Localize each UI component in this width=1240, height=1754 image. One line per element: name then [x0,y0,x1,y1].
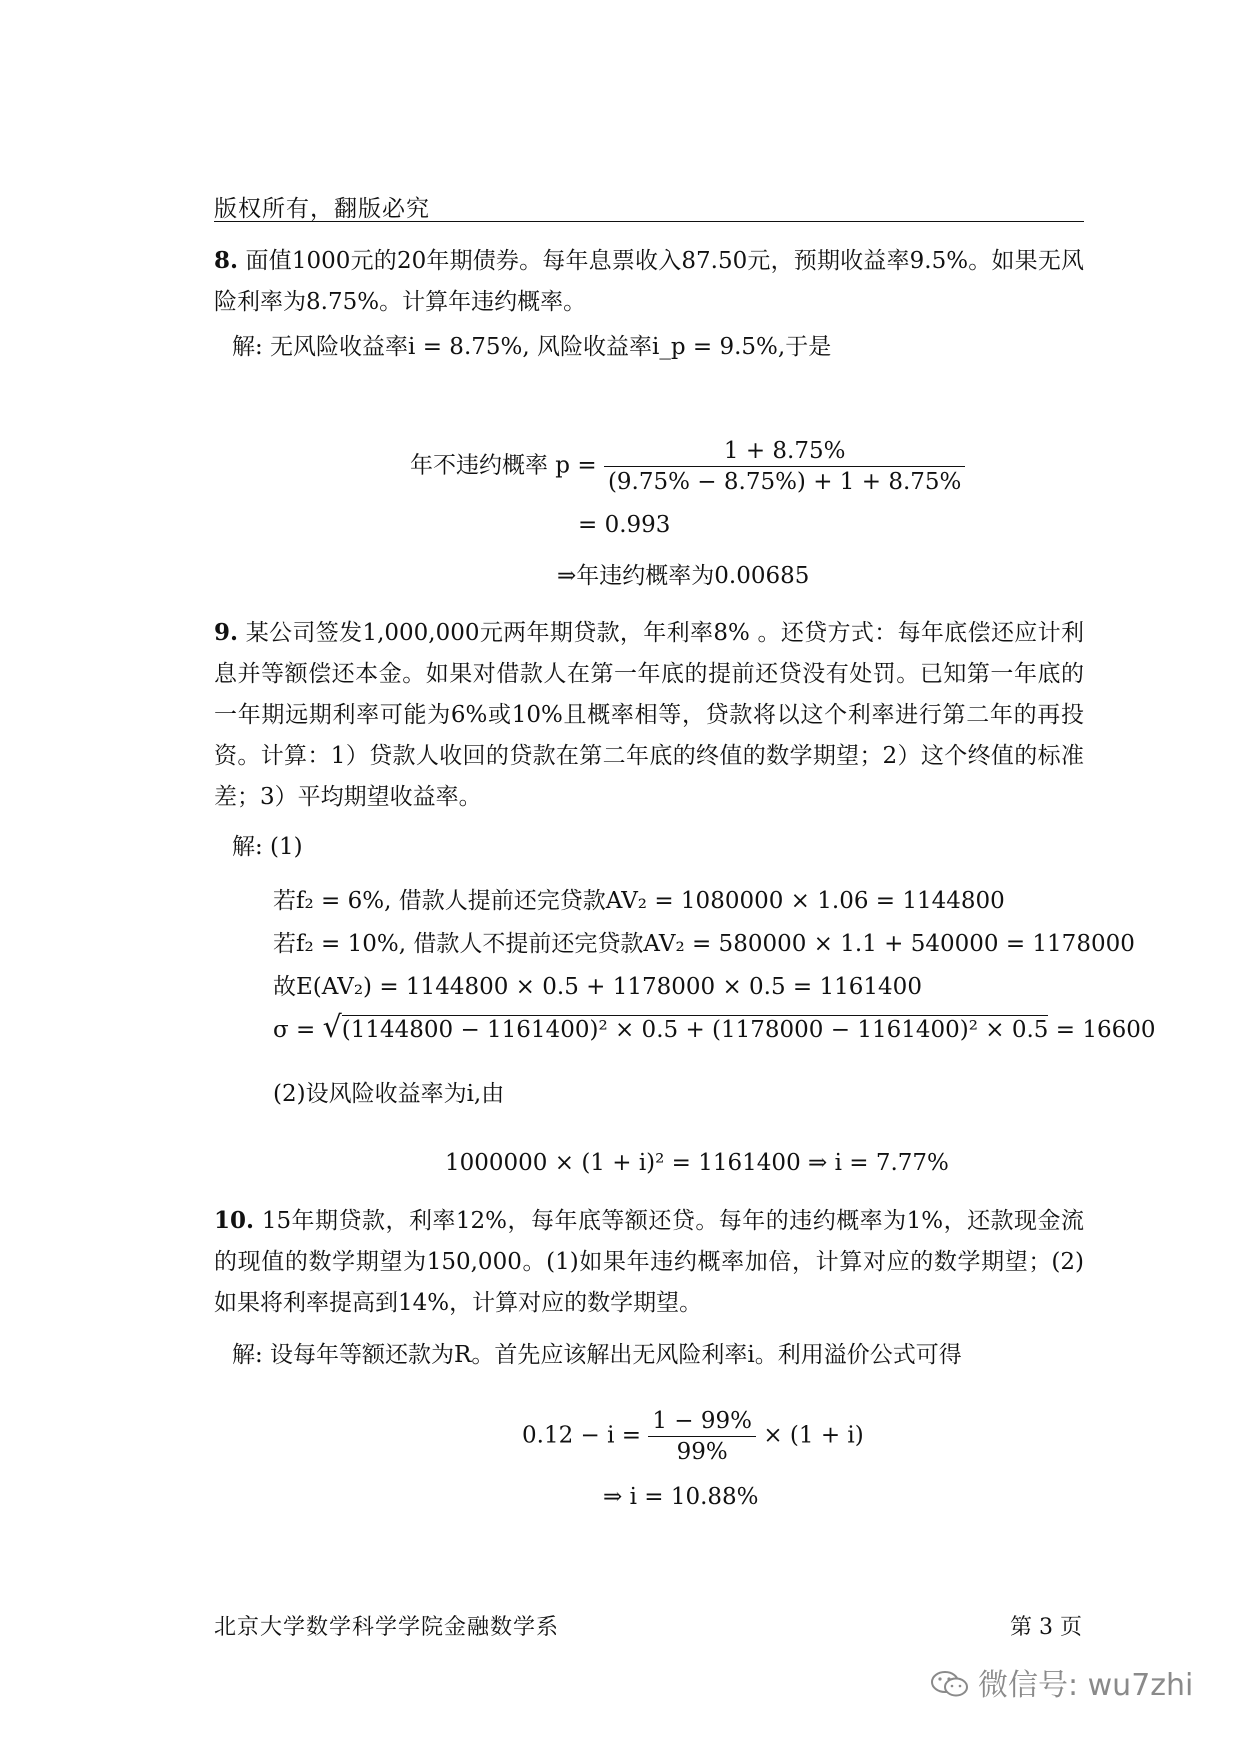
fraction [648,1408,756,1465]
problem-9-part2-intro: (2)设风险收益率为i,由 [273,1081,505,1107]
problem-9 [214,612,1084,818]
problem-text: 某公司签发1,000,000元两年期贷款，年利率8% 。还贷方式：每年底偿还应计利息并等额偿还本金。如果对借款人在第一年底的提前还贷没有处罚。已知第一年底的一年期远期利率可能为6%或10%且概率相等，贷款将以这个利率进行第二年的再投资。计算：1）贷款人收回的贷款在第二年底的终值的数学期望；2）这个终值的标准差；3）平均期望收益率。 [214,620,1085,810]
problem-10-solution-intro: 解: 设每年等额还款为R。首先应该解出无风险利率i。利用溢价公式可得 [232,1342,962,1368]
problem-9-part2-equation: 1000000 × (1 + i)² = 1161400 ⇒ i = 7.77% [445,1150,949,1176]
problem-8-solution-intro: 解: 无风险收益率i = 8.75%, 风险收益率i_p = 9.5%,于是 [232,334,832,360]
problem-8-eq-line2: = 0.993 [578,512,671,538]
equation-lhs: 0.12 − i = [522,1422,642,1449]
problem-9-sigma [273,1010,1156,1045]
problem-9-line1: 若f₂ = 6%, 借款人提前还完贷款AV₂ = 1080000 × 1.06 = 1144800 [273,888,1005,914]
header-rule [214,221,1084,222]
problem-10-equation [522,1408,864,1465]
problem-10 [214,1200,1084,1324]
problem-number: 9. [214,619,239,646]
problem-9-line2: 若f₂ = 10%, 借款人不提前还完贷款AV₂ = 580000 × 1.1 + 540000 = 1178000 [273,931,1135,957]
watermark [930,1660,1193,1704]
problem-8-equation [410,438,965,495]
fraction-numerator: 1 − 99% [648,1408,756,1437]
problem-9-line3: 故E(AV₂) = 1144800 × 0.5 + 1178000 × 0.5 = 1161400 [273,974,922,1000]
fraction-denominator: (9.75% − 8.75%) + 1 + 8.75% [607,469,962,495]
sigma-lhs: σ = [273,1017,316,1043]
problem-number: 10. [214,1207,255,1234]
wechat-icon [930,1669,970,1699]
fraction [604,438,965,495]
watermark-text: 微信号: wu7zhi [978,1668,1194,1703]
problem-text: 面值1000元的20年期债券。每年息票收入87.50元，预期收益率9.5%。如果无风险利率为8.75%。计算年违约概率。 [214,248,1085,315]
sqrt-radicand: (1144800 − 1161400)² × 0.5 + (1178000 − 1161400)² × 0.5 [341,1017,1049,1043]
equation-rhs: × (1 + i) [763,1422,864,1449]
sigma-rhs: = 16600 [1055,1017,1156,1043]
fraction-numerator: 1 + 8.75% [604,438,965,467]
problem-8 [214,240,1084,323]
footer-page-number: 第 3 页 [1010,1615,1082,1640]
page-header-title: 版权所有，翻版必究 [214,196,430,222]
sqrt-sign: √ [322,1010,342,1045]
problem-8-eq-line3: ⇒年违约概率为0.00685 [557,563,810,589]
problem-10-eq-line2: ⇒ i = 10.88% [603,1484,759,1510]
footer-department: 北京大学数学科学学院金融数学系 [214,1615,560,1640]
equation-lhs: 年不违约概率 p = [410,452,597,479]
fraction-denominator: 99% [676,1439,728,1465]
problem-text: 15年期贷款，利率12%，每年底等额还贷。每年的违约概率为1%，还款现金流的现值的数学期望为150,000。(1)如果年违约概率加倍，计算对应的数学期望；(2)如果将利率提高到14%，计算对应的数学期望。 [214,1208,1084,1316]
problem-9-solution-intro: 解: (1) [232,834,303,860]
problem-number: 8. [214,247,239,274]
